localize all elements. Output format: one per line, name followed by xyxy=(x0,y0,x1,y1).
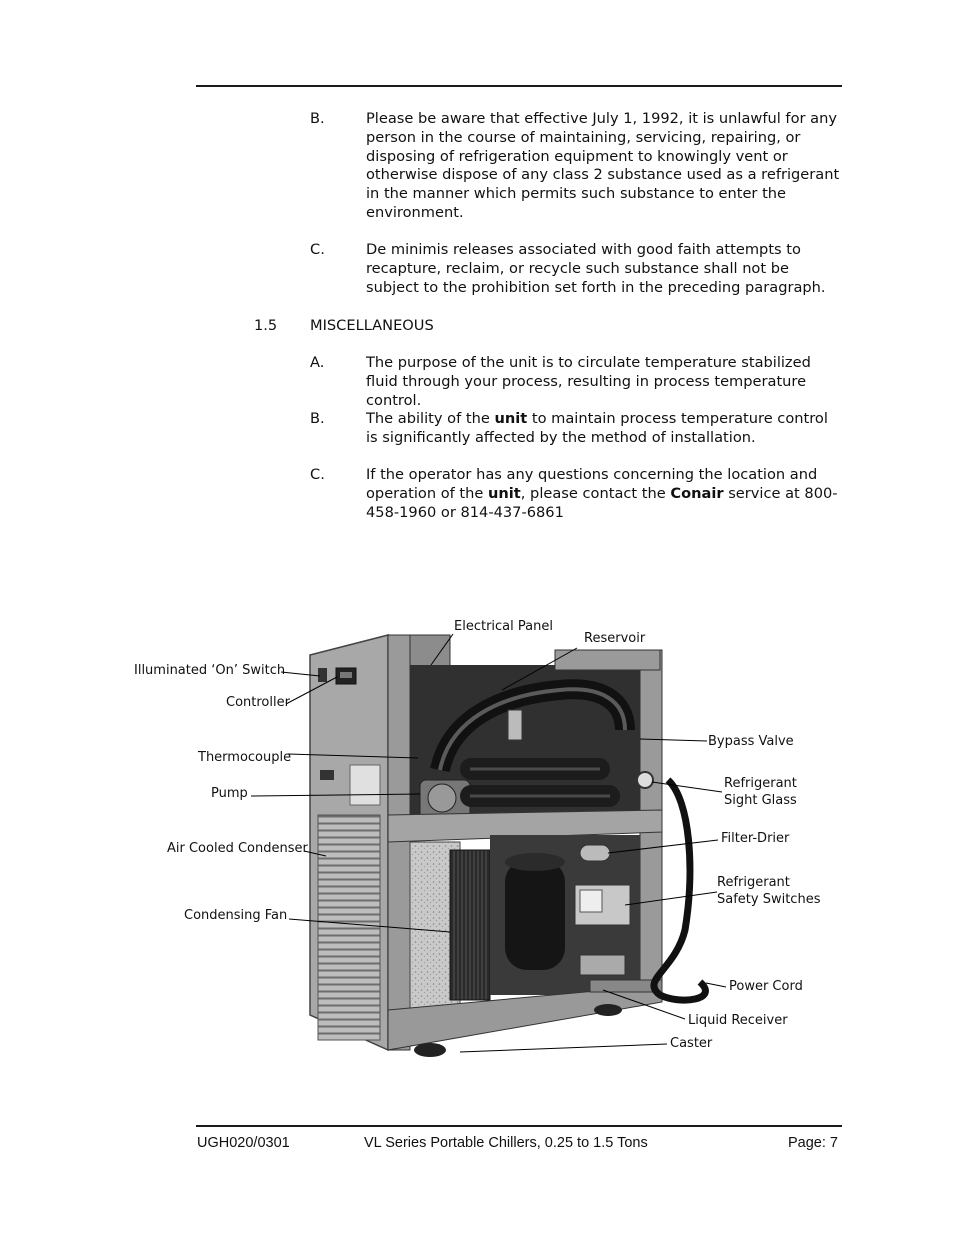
frame-left-post xyxy=(388,635,410,1050)
text-run: to maintain process temperature control is significantly affected by the method of installation. xyxy=(366,410,828,446)
footer-rule xyxy=(196,1125,842,1127)
text-run: If the operator has any questions concerning the location and operation of the xyxy=(366,466,818,502)
section-title: MISCELLANEOUS xyxy=(310,317,434,334)
misc-paragraph-c xyxy=(310,466,850,526)
paragraph-text: The purpose of the unit is to circulate temperature stabilized fluid through your process, resulting in process temperature control. xyxy=(366,354,811,409)
paragraph-text: Please be aware that effective July 1, 1992, it is unlawful for any person in the course of maintaining, servicing, repairing, or disposing of refrigeration equipment to knowingly vent or otherwise dispose of any class 2 substance used as a refrigerant in the manner which permits such substance to enter the environment. xyxy=(366,110,840,221)
paragraph-text xyxy=(366,466,842,522)
label-reservoir: Reservoir xyxy=(584,631,646,646)
label-sight-glass xyxy=(724,776,797,809)
caster-left xyxy=(414,1043,446,1057)
caster-right xyxy=(594,1004,622,1016)
bold-unit: unit xyxy=(488,484,521,502)
louver-grille xyxy=(318,815,380,1040)
misc-paragraph-b xyxy=(310,410,850,450)
label-pump: Pump xyxy=(211,786,248,801)
label-air-cooled-condenser: Air Cooled Condenser xyxy=(167,841,308,856)
label-thermocouple: Thermocouple xyxy=(198,750,292,765)
bold-conair: Conair xyxy=(670,484,724,502)
top-right-panel xyxy=(555,650,660,670)
filter-drier xyxy=(580,845,610,861)
paragraph-label: B. xyxy=(310,410,325,427)
label-condensing-fan: Condensing Fan xyxy=(184,908,288,923)
label-line: Sight Glass xyxy=(724,792,797,808)
label-controller: Controller xyxy=(226,695,290,710)
label-plate xyxy=(350,765,380,805)
paragraph-label: B. xyxy=(310,110,325,127)
label-power-cord: Power Cord xyxy=(729,979,803,994)
paragraph-text: De minimis releases associated with good faith attempts to recapture, reclaim, or recycle such substance shall not be subject to the prohibition set forth in the preceding paragraph. xyxy=(366,241,826,296)
paragraph-text xyxy=(366,410,842,448)
compressor xyxy=(505,860,565,970)
text-run: service at 800-458-1960 or 814-437-6861 xyxy=(366,484,838,521)
footer-doc-id: UGH020/0301 xyxy=(197,1135,290,1151)
footer-title: VL Series Portable Chillers, 0.25 to 1.5 Tons xyxy=(364,1135,648,1151)
paragraph-label: C. xyxy=(310,466,325,483)
text-run: The ability of the xyxy=(366,410,495,427)
header-rule xyxy=(196,85,842,87)
label-caster: Caster xyxy=(670,1036,713,1051)
label-line: Refrigerant xyxy=(717,875,790,890)
paragraph-b xyxy=(310,110,850,225)
label-on-switch: Illuminated ‘On’ Switch xyxy=(134,663,286,678)
bold-unit: unit xyxy=(494,410,528,427)
text-run: , please contact the xyxy=(520,484,671,502)
footer-page-number: Page: 7 xyxy=(788,1135,838,1151)
label-bypass-valve: Bypass Valve xyxy=(708,734,794,749)
bypass-valve xyxy=(508,710,522,740)
liquid-receiver xyxy=(580,955,625,975)
label-electrical-panel: Electrical Panel xyxy=(454,619,553,634)
misc-paragraph-a xyxy=(310,354,850,409)
paragraph-label: C. xyxy=(310,241,325,258)
section-number: 1.5 xyxy=(254,317,278,334)
label-line: Refrigerant xyxy=(724,776,797,791)
chiller-figure xyxy=(120,610,840,1070)
paragraph-c xyxy=(310,241,850,301)
on-switch xyxy=(318,668,327,682)
label-liquid-receiver: Liquid Receiver xyxy=(688,1013,788,1028)
label-filter-drier: Filter-Drier xyxy=(721,831,790,846)
paragraph-label: A. xyxy=(310,354,325,371)
label-safety-switches xyxy=(717,875,820,908)
label-line: Safety Switches xyxy=(717,891,821,907)
condenser-coil xyxy=(450,850,490,1000)
